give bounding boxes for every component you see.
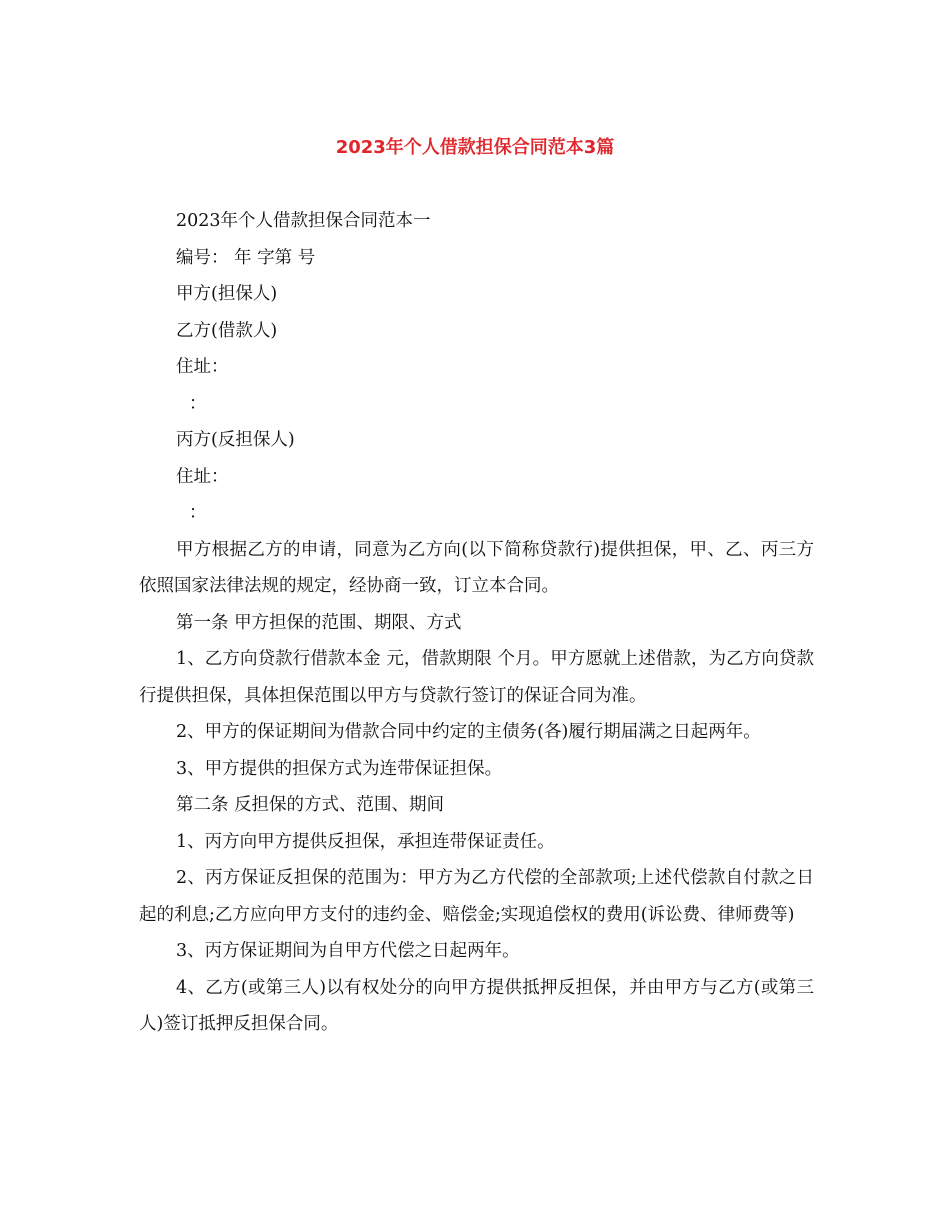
party-c-line: 丙方(反担保人)	[176, 430, 295, 450]
party-a-line: 甲方(担保人)	[176, 284, 278, 304]
article-2-clause-2: 2、丙方保证反担保的范围为：甲方为乙方代偿的全部款项;上述代偿款自付款之日起的利息;乙方应向甲方支付的违约金、赔偿金;实现追偿权的费用(诉讼费、律师费等)	[139, 868, 814, 925]
article-2-clause-4: 4、乙方(或第三人)以有权处分的向甲方提供抵押反担保，并由甲方与乙方(或第三人)签订抵押反担保合同。	[139, 977, 814, 1034]
document-body	[139, 203, 814, 1043]
article-1-clause-3: 3、甲方提供的担保方式为连带保证担保。	[176, 758, 503, 779]
article-1-clause-1: 1、乙方向贷款行借款本金 元，借款期限 个月。甲方愿就上述借款，为乙方向贷款行提供担保，具体担保范围以甲方与贷款行签订的保证合同为准。	[139, 649, 814, 706]
article-2-clause-1: 1、丙方向甲方提供反担保，承担连带保证责任。	[176, 831, 555, 852]
contract-number-line: 编号： 年 字第 号	[176, 247, 316, 268]
article-1-heading: 第一条 甲方担保的范围、期限、方式	[176, 612, 462, 633]
article-2-heading: 第二条 反担保的方式、范围、期间	[176, 795, 445, 815]
document-title: 2023年个人借款担保合同范本3篇	[335, 137, 615, 158]
article-1-clause-2: 2、甲方的保证期间为借款合同中约定的主债务(各)履行期届满之日起两年。	[176, 722, 761, 742]
article-2-clause-3: 3、丙方保证期间为自甲方代偿之日起两年。	[176, 941, 520, 961]
preamble-paragraph: 甲方根据乙方的申请，同意为乙方向(以下简称贷款行)提供担保，甲、乙、丙三方依照国家法律法规的规定，经协商一致，订立本合同。	[139, 539, 814, 596]
party-b-line: 乙方(借款人)	[176, 320, 278, 341]
party-c-blank-line: ：	[189, 503, 207, 523]
contract-heading: 2023年个人借款担保合同范本一	[176, 211, 431, 231]
party-c-address-line: 住址：	[176, 466, 229, 487]
party-b-blank-line: ：	[189, 393, 207, 414]
party-b-address-line: 住址：	[176, 357, 229, 377]
